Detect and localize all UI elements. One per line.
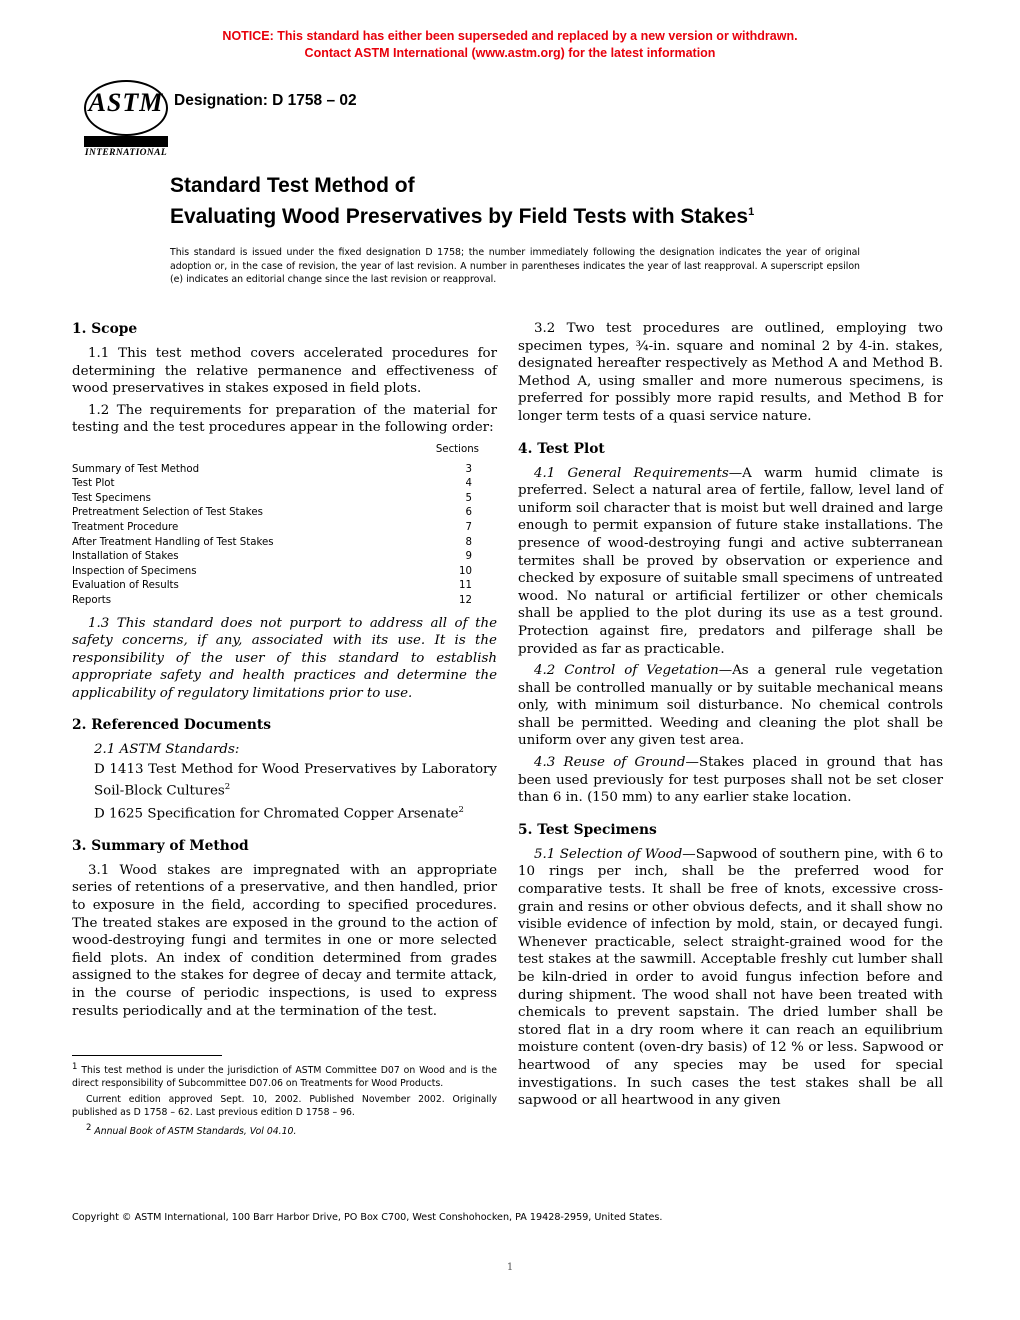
section-name: Test Plot <box>72 478 115 490</box>
paragraph-4-2-text: —As a general rule vegetation shall be controlled manually or by suitable mechanical means only, with minimum soil disturbance. No chemical controls shall be permitted. Weeding and cleaning the plot shall be uniform over any given test area. <box>518 663 943 749</box>
section-number: 11 <box>459 580 472 592</box>
paragraph-1-3: 1.3 This standard does not purport to address all of the safety concerns, if any, associated with its use. It is the responsibility of the user of this standard to establish appropriate safety and health practices and determine the applicability of regulatory limitations prior to use. <box>72 615 497 701</box>
section-number: 12 <box>459 594 472 606</box>
paragraph-1-1: 1.1 This test method covers accelerated procedures for determining the relative permanence and effectiveness of wood preservatives in stakes exposed in field plots. <box>72 346 497 397</box>
paragraph-4-2 <box>518 662 943 750</box>
paragraph-5-1-text: —Sapwood of southern pine, with 6 to 10 rings per inch, shall be the preferred wood for comparative tests. It shall be free of knots, excessive cross-grain and resins or other obvious defects, and it shall show no visible evidence of infection by mold, stain, or decayed fungi. Whenever practicable, select straight-grained wood for the test stakes at the sawmill. Acceptable freshly cut lumber shall be kiln-dried in order to avoid fungus infection before and during shipment. The wood shall not have been treated with chemicals to prevent sapstain. The dried lumber shall be stored flat in a dry room where it can reach an equilibrium moisture content (oven-dry basis) of 12 % or less. Sapwood or heartwood of any species may be used for special investigations. In such cases the test stakes shall be all sapwood or all heartwood in any given <box>518 846 944 1109</box>
footnotes-block <box>72 1055 497 1141</box>
right-column <box>518 320 943 1114</box>
reference-d1413 <box>72 761 497 800</box>
footnote-2-text: Annual Book of ASTM Standards, Vol 04.10. <box>94 1126 297 1138</box>
footnote-2-marker: 2 <box>86 1123 92 1134</box>
section-number: 5 <box>465 492 472 504</box>
section-5-heading: 5. Test Specimens <box>518 821 657 838</box>
table-row <box>72 506 472 521</box>
table-row <box>72 594 472 609</box>
paragraph-4-1 <box>518 465 943 659</box>
section-number: 10 <box>459 565 472 577</box>
copyright-notice: Copyright © ASTM International, 100 Barr Harbor Drive, PO Box C700, West Conshohocken, PA 19428-2959, United States. <box>72 1212 663 1223</box>
title-line-2 <box>170 199 960 230</box>
section-name: Summary of Test Method <box>72 463 200 475</box>
table-row <box>72 565 472 580</box>
paragraph-3-2: 3.2 Two test procedures are outlined, employing two specimen types, ¾-in. square and nominal 2 by 4-in. stakes, designated hereafter respectively as Method A and Method B. Method A, using smaller and more numerous specimens, is preferred for possibly more rapid results, and Method B for longer term tests of a quasi service nature. <box>518 321 943 424</box>
paragraph-5-1 <box>518 846 943 1110</box>
paragraph-3-1: 3.1 Wood stakes are impregnated with an appropriate series of retentions of a preservative, and then handled, prior to exposure in the field, according to specified procedures. The treated stakes are exposed in the ground to the action of wood-destroying fungi and termites in one or more selected field plots. An index of condition determined from grades assigned to the stakes for degree of decay and termite attack, in the course of periodic inspections, is used to express results periodically and at the termination of the test. <box>72 862 497 1019</box>
section-name: Reports <box>72 594 112 606</box>
section-name: Pretreatment Selection of Test Stakes <box>72 507 263 519</box>
sections-list-table <box>72 463 472 609</box>
logo-wordmark: ASTM <box>88 88 164 117</box>
section-3-heading: 3. Summary of Method <box>72 837 249 854</box>
logo-subtitle: INTERNATIONAL <box>84 148 168 158</box>
section-2-heading: 2. Referenced Documents <box>72 717 272 734</box>
section-1-heading: 1. Scope <box>72 321 138 337</box>
paragraph-4-3-lead: 4.3 Reuse of Ground <box>534 755 686 771</box>
paragraph-1-2: 1.2 The requirements for preparation of the material for testing and the test procedures appear in the following order: <box>72 402 497 436</box>
section-number: 4 <box>465 478 472 490</box>
table-row <box>72 477 472 492</box>
footnote-1-marker: 1 <box>72 1062 78 1072</box>
title-line-1: Standard Test Method of <box>170 174 415 197</box>
title-footnote-marker: 1 <box>748 206 755 218</box>
title-line-2-text: Evaluating Wood Preservatives by Field Tests with Stakes <box>170 205 749 228</box>
notice-line-1: NOTICE: This standard has either been superseded and replaced by a new version or withdrawn. <box>222 29 798 43</box>
reference-d1625-text: D 1625 Specification for Chromated Copper Arsenate <box>94 806 459 822</box>
left-column <box>72 320 497 1024</box>
document-title <box>170 172 960 230</box>
paragraph-4-2-lead: 4.2 Control of Vegetation <box>534 663 719 679</box>
standard-issue-note: This standard is issued under the fixed designation D 1758; the number immediately following the designation indicates the year of original adoption or, in the case of revision, the year of last revision. A number in parentheses indicates the year of last reapproval. A superscript epsilon (e) indicates an editorial change since the last revision or reapproval. <box>170 247 860 285</box>
section-name: Test Specimens <box>72 492 151 504</box>
section-number: 6 <box>465 507 472 519</box>
reference-d1413-text: D 1413 Test Method for Wood Preservatives by Laboratory Soil-Block Cultures <box>94 762 497 799</box>
section-name: After Treatment Handling of Test Stakes <box>72 536 274 548</box>
notice-line-2: Contact ASTM International (www.astm.org) for the latest information <box>304 46 716 60</box>
table-row <box>72 579 472 594</box>
sections-column-header: Sections <box>435 443 479 455</box>
page-number: 1 <box>506 1262 514 1273</box>
paragraph-5-1-lead: 5.1 Selection of Wood <box>534 846 683 862</box>
reference-d1413-footnote: 2 <box>224 781 231 792</box>
section-number: 7 <box>465 521 472 533</box>
footnote-1 <box>72 1061 497 1090</box>
table-row <box>72 536 472 551</box>
section-name: Installation of Stakes <box>72 551 179 563</box>
paragraph-4-1-text: —A warm humid climate is preferred. Select a natural area of fertile, fallow, level land of uniform soil character that is moist but well drained and large enough to permit expansion of future stake installations. The presence of wood-destroying fungi and active subterranean termites shall be proved by observation or experience and checked by exposure of suitable small specimens of untreated wood. No natural or artificial fertilizer or other chemicals shall be applied to the plot during its use as a test ground. Protection against fire, predators and pilferage shall be provided as far as practicable. <box>518 465 943 657</box>
reference-d1625 <box>72 802 497 823</box>
section-number: 8 <box>465 536 472 548</box>
withdrawal-notice <box>0 28 1020 62</box>
footnote-divider <box>72 1055 222 1056</box>
document-header <box>74 78 954 168</box>
reference-d1625-footnote: 2 <box>458 804 464 815</box>
footnote-edition: Current edition approved Sept. 10, 2002. Published November 2002. Originally published as D 1758 – 62. Last previous edition D 1758 – 96. <box>72 1094 497 1119</box>
paragraph-4-1-lead: 4.1 General Requirements <box>534 465 729 481</box>
designation-label: Designation: D 1758 – 02 <box>174 92 357 109</box>
paragraph-2-1: 2.1 ASTM Standards: <box>94 742 240 758</box>
section-number: 9 <box>465 551 472 563</box>
logo-bar-icon <box>84 136 168 147</box>
section-name: Treatment Procedure <box>72 521 179 533</box>
table-row <box>72 550 472 565</box>
table-row <box>72 492 472 507</box>
paragraph-4-3-text: —Stakes placed in ground that has been used previously for test purposes shall not be set closer than 6 in. (150 mm) to any earlier stake location. <box>518 755 943 806</box>
section-number: 3 <box>465 463 472 475</box>
section-name: Inspection of Specimens <box>72 565 197 577</box>
footnote-1-text: This test method is under the jurisdiction of ASTM Committee D07 on Wood and is the direct responsibility of Subcommittee D07.06 on Treatments for Wood Products. <box>72 1065 497 1090</box>
astm-logo <box>78 78 174 164</box>
footnote-2 <box>72 1122 497 1138</box>
table-row <box>72 521 472 536</box>
section-4-heading: 4. Test Plot <box>518 440 605 457</box>
paragraph-4-3 <box>518 754 943 807</box>
table-row <box>72 463 472 478</box>
section-name: Evaluation of Results <box>72 580 179 592</box>
